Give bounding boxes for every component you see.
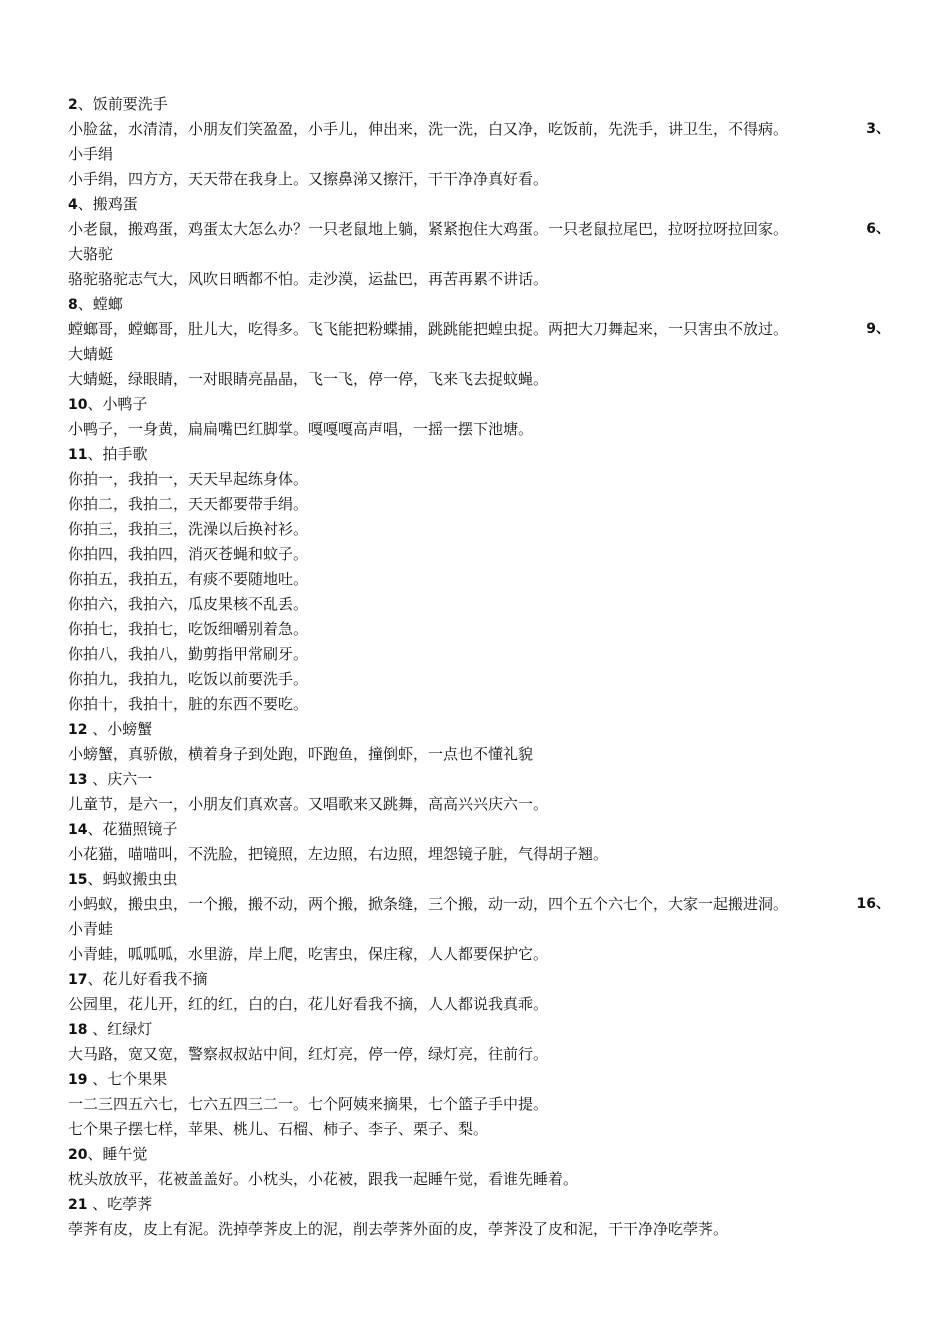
line-text: 大马路，宽又宽，警察叔叔站中间，红灯亮，停一停，绿灯亮，往前行。 xyxy=(68,1045,549,1063)
next-section-number: 9、 xyxy=(866,321,890,337)
section-title: 七个果果 xyxy=(107,1070,168,1088)
line-text: 小螃蟹，真骄傲，横着身子到处跑，吓跑鱼，撞倒虾，一点也不懂礼貌 xyxy=(68,745,534,763)
section-separator: 、 xyxy=(87,1020,108,1038)
section-title-line xyxy=(68,917,890,942)
section-heading xyxy=(68,1192,890,1217)
text-line xyxy=(68,367,890,392)
section-title: 花猫照镜子 xyxy=(102,820,178,838)
section-heading xyxy=(68,392,890,417)
text-line xyxy=(68,742,890,767)
section-heading xyxy=(68,767,890,792)
section-number: 8 xyxy=(68,297,78,313)
text-line xyxy=(68,1167,890,1192)
text-line xyxy=(68,492,890,517)
text-line xyxy=(68,117,890,142)
section-title: 花儿好看我不摘 xyxy=(102,970,208,988)
line-text: 小花猫，喵喵叫，不洗脸，把镜照，左边照，右边照，埋怨镜子脏，气得胡子翘。 xyxy=(68,845,609,863)
section-title: 红绿灯 xyxy=(107,1020,153,1038)
section-separator: 、 xyxy=(87,395,103,413)
document-body xyxy=(68,92,890,1242)
line-text: 小鸭子，一身黄，扁扁嘴巴红脚掌。嘎嘎嘎高声唱，一摇一摆下池塘。 xyxy=(68,420,534,438)
section-separator: 、 xyxy=(87,1195,108,1213)
section-title-line xyxy=(68,142,890,167)
section-number: 11 xyxy=(68,447,88,463)
text-line xyxy=(68,467,890,492)
line-text: 小手绢 xyxy=(68,145,114,163)
text-line xyxy=(68,417,890,442)
text-line xyxy=(68,992,890,1017)
text-line xyxy=(68,842,890,867)
section-separator: 、 xyxy=(77,95,93,113)
section-title: 睡午觉 xyxy=(102,1145,148,1163)
text-line xyxy=(68,892,890,917)
line-text: 大骆驼 xyxy=(68,245,114,263)
line-text: 骆驼骆驼志气大，风吹日晒都不怕。走沙漠，运盐巴，再苦再累不讲话。 xyxy=(68,270,549,288)
text-line xyxy=(68,517,890,542)
section-number: 12 xyxy=(68,722,88,738)
text-line xyxy=(68,317,890,342)
section-title-line xyxy=(68,342,890,367)
section-heading xyxy=(68,817,890,842)
section-separator: 、 xyxy=(77,195,93,213)
section-number: 20 xyxy=(68,1147,88,1163)
section-number: 13 xyxy=(68,772,88,788)
line-text: 你拍一，我拍一，天天早起练身体。 xyxy=(68,470,309,488)
text-line xyxy=(68,1042,890,1067)
text-line xyxy=(68,792,890,817)
line-text: 枕头放放平，花被盖盖好。小枕头，小花被，跟我一起睡午觉，看谁先睡着。 xyxy=(68,1170,579,1188)
section-title: 螳螂 xyxy=(92,295,123,313)
section-number: 19 xyxy=(68,1072,88,1088)
text-line xyxy=(68,567,890,592)
line-text: 你拍六，我拍六，瓜皮果核不乱丢。 xyxy=(68,595,309,613)
text-line xyxy=(68,217,890,242)
section-heading xyxy=(68,92,890,117)
section-heading xyxy=(68,1067,890,1092)
line-text: 荸荠有皮，皮上有泥。洗掉荸荠皮上的泥，削去荸荠外面的皮，荸荠没了皮和泥，干干净净吃荸荠。 xyxy=(68,1220,729,1238)
line-text: 你拍九，我拍九，吃饭以前要洗手。 xyxy=(68,670,309,688)
line-text: 你拍二，我拍二，天天都要带手绢。 xyxy=(68,495,309,513)
section-title: 蚂蚁搬虫虫 xyxy=(102,870,178,888)
section-number: 4 xyxy=(68,197,78,213)
line-text: 大蜻蜓，绿眼睛，一对眼睛亮晶晶，飞一飞，停一停，飞来飞去捉蚊蝇。 xyxy=(68,370,549,388)
line-text: 你拍八，我拍八，勤剪指甲常刷牙。 xyxy=(68,645,309,663)
line-text: 小老鼠，搬鸡蛋，鸡蛋太大怎么办？一只老鼠地上躺，紧紧抱住大鸡蛋。一只老鼠拉尾巴，拉呀拉呀拉回家。 xyxy=(68,220,789,238)
next-section-number: 3、 xyxy=(866,121,890,137)
text-line xyxy=(68,692,890,717)
section-title: 搬鸡蛋 xyxy=(92,195,138,213)
section-separator: 、 xyxy=(87,870,103,888)
line-text: 小青蛙，呱呱呱，水里游，岸上爬，吃害虫，保庄稼，人人都要保护它。 xyxy=(68,945,549,963)
section-title: 小螃蟹 xyxy=(107,720,153,738)
line-text: 儿童节，是六一，小朋友们真欢喜。又唱歌来又跳舞，高高兴兴庆六一。 xyxy=(68,795,549,813)
section-title: 庆六一 xyxy=(107,770,153,788)
line-text: 你拍十，我拍十，脏的东西不要吃。 xyxy=(68,695,309,713)
line-text: 一二三四五六七，七六五四三二一。七个阿姨来摘果，七个篮子手中提。 xyxy=(68,1095,549,1113)
section-heading xyxy=(68,967,890,992)
text-line xyxy=(68,1092,890,1117)
section-number: 14 xyxy=(68,822,88,838)
section-separator: 、 xyxy=(87,720,108,738)
section-number: 17 xyxy=(68,972,88,988)
line-text: 大蜻蜓 xyxy=(68,345,114,363)
section-number: 15 xyxy=(68,872,88,888)
line-text: 小蚂蚁，搬虫虫，一个搬，搬不动，两个搬，掀条缝，三个搬，动一动，四个五个六七个，大家一起搬进洞。 xyxy=(68,895,789,913)
section-heading xyxy=(68,867,890,892)
section-separator: 、 xyxy=(87,820,103,838)
section-number: 21 xyxy=(68,1197,88,1213)
section-heading xyxy=(68,717,890,742)
line-text: 七个果子摆七样，苹果、桃儿、石榴、柿子、李子、栗子、梨。 xyxy=(68,1120,489,1138)
line-text: 公园里，花儿开，红的红，白的白，花儿好看我不摘，人人都说我真乖。 xyxy=(68,995,549,1013)
text-line xyxy=(68,942,890,967)
text-line xyxy=(68,267,890,292)
text-line xyxy=(68,592,890,617)
section-title: 小鸭子 xyxy=(102,395,148,413)
section-title-line xyxy=(68,242,890,267)
text-line xyxy=(68,542,890,567)
section-separator: 、 xyxy=(87,1070,108,1088)
section-title: 拍手歌 xyxy=(102,445,148,463)
section-separator: 、 xyxy=(87,1145,103,1163)
text-line xyxy=(68,642,890,667)
section-separator: 、 xyxy=(77,295,93,313)
section-number: 2 xyxy=(68,97,78,113)
section-heading xyxy=(68,292,890,317)
line-text: 小青蛙 xyxy=(68,920,114,938)
section-number: 10 xyxy=(68,397,88,413)
next-section-number: 16、 xyxy=(856,896,890,912)
section-heading xyxy=(68,442,890,467)
line-text: 你拍四，我拍四，消灭苍蝇和蚊子。 xyxy=(68,545,309,563)
text-line xyxy=(68,1117,890,1142)
line-text: 你拍三，我拍三，洗澡以后换衬衫。 xyxy=(68,520,309,538)
line-text: 螳螂哥，螳螂哥，肚儿大，吃得多。飞飞能把粉蝶捕，跳跳能把蝗虫捉。两把大刀舞起来，一只害虫不放过。 xyxy=(68,320,789,338)
text-line xyxy=(68,1217,890,1242)
section-separator: 、 xyxy=(87,970,103,988)
text-line xyxy=(68,167,890,192)
line-text: 你拍七，我拍七，吃饭细嚼别着急。 xyxy=(68,620,309,638)
line-text: 小手绢，四方方，天天带在我身上。又擦鼻涕又擦汗，干干净净真好看。 xyxy=(68,170,549,188)
section-heading xyxy=(68,1017,890,1042)
text-line xyxy=(68,617,890,642)
section-heading xyxy=(68,1142,890,1167)
section-separator: 、 xyxy=(87,445,103,463)
section-heading xyxy=(68,192,890,217)
next-section-number: 6、 xyxy=(866,221,890,237)
section-title: 吃荸荠 xyxy=(107,1195,153,1213)
section-number: 18 xyxy=(68,1022,88,1038)
text-line xyxy=(68,667,890,692)
line-text: 小脸盆，水清清，小朋友们笑盈盈，小手儿，伸出来，洗一洗，白又净，吃饭前，先洗手，讲卫生，不得病。 xyxy=(68,120,789,138)
section-title: 饭前要洗手 xyxy=(92,95,168,113)
section-separator: 、 xyxy=(87,770,108,788)
line-text: 你拍五，我拍五，有痰不要随地吐。 xyxy=(68,570,309,588)
